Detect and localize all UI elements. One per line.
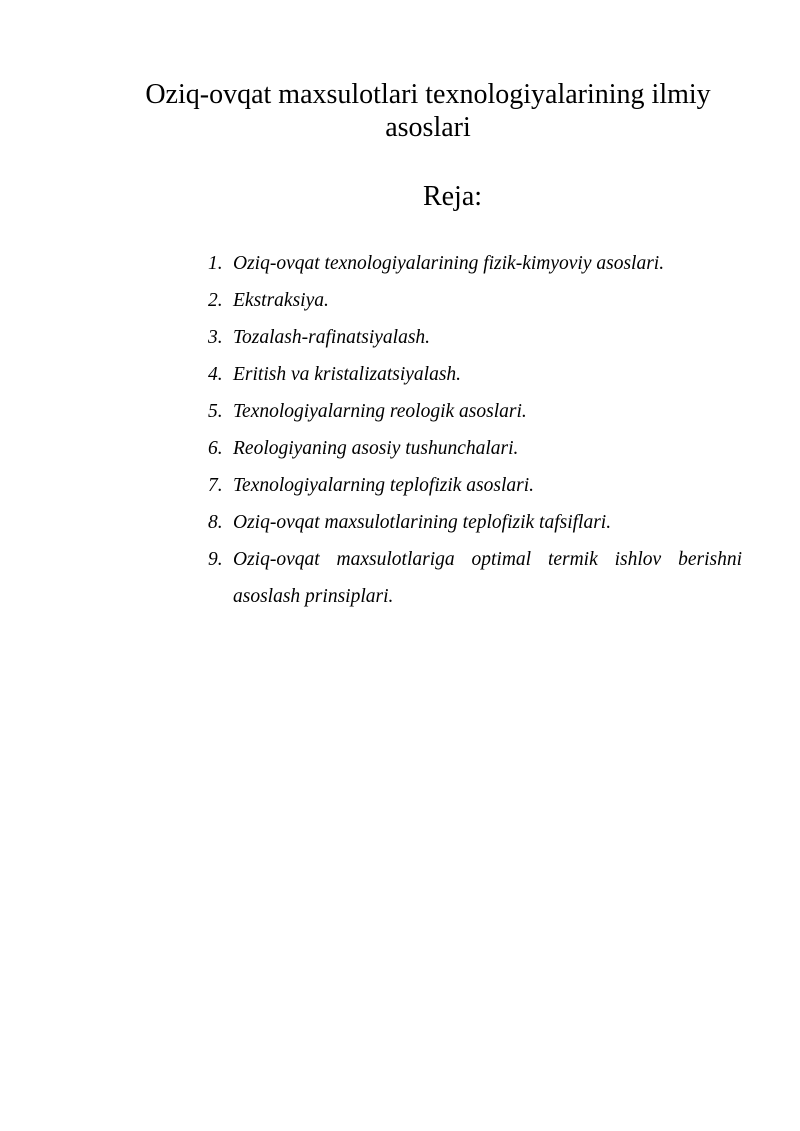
plan-item-number: 6. bbox=[208, 438, 223, 459]
plan-item-8 bbox=[200, 504, 742, 541]
plan-item-6 bbox=[200, 430, 742, 467]
plan-item-1 bbox=[200, 245, 742, 282]
plan-item-text: Texnologiyalarning reologik asoslari. bbox=[233, 401, 527, 422]
plan-item-number: 1. bbox=[208, 253, 223, 274]
plan-item-number: 3. bbox=[208, 327, 223, 348]
plan-item-9 bbox=[200, 541, 742, 615]
plan-item-number: 8. bbox=[208, 512, 223, 533]
document-title: Oziq-ovqat maxsulotlari texnologiyalarining ilmiy asoslari bbox=[145, 79, 711, 143]
plan-item-7 bbox=[200, 467, 742, 504]
plan-item-text: Ekstraksiya. bbox=[233, 290, 329, 311]
plan-item-number: 7. bbox=[208, 475, 223, 496]
plan-item-text: Oziq-ovqat maxsulotlarining teplofizik tafsiflari. bbox=[233, 512, 612, 533]
plan-item-text: Texnologiyalarning teplofizik asoslari. bbox=[233, 475, 534, 496]
plan-item-5 bbox=[200, 393, 742, 430]
plan-item-text: Tozalash-rafinatsiyalash. bbox=[233, 327, 431, 348]
plan-item-number: 4. bbox=[208, 364, 223, 385]
plan-item-3 bbox=[200, 319, 742, 356]
plan-item-text: Oziq-ovqat texnologiyalarining fizik-kimyoviy asoslari. bbox=[233, 253, 665, 274]
plan-item-text: Reologiyaning asosiy tushunchalari. bbox=[233, 438, 519, 459]
plan-item-2 bbox=[200, 282, 742, 319]
plan-item-4 bbox=[200, 356, 742, 393]
plan-item-number: 5. bbox=[208, 401, 223, 422]
plan-item-number: 2. bbox=[208, 290, 223, 311]
plan-heading: Reja: bbox=[422, 181, 483, 212]
plan-item-number: 9. bbox=[208, 549, 223, 570]
plan-item-text: Oziq-ovqat maxsulotlariga optimal termik ishlov berishni asoslash prinsiplari. bbox=[233, 549, 742, 607]
plan-item-text: Eritish va kristalizatsiyalash. bbox=[233, 364, 462, 385]
plan-list bbox=[200, 245, 742, 615]
